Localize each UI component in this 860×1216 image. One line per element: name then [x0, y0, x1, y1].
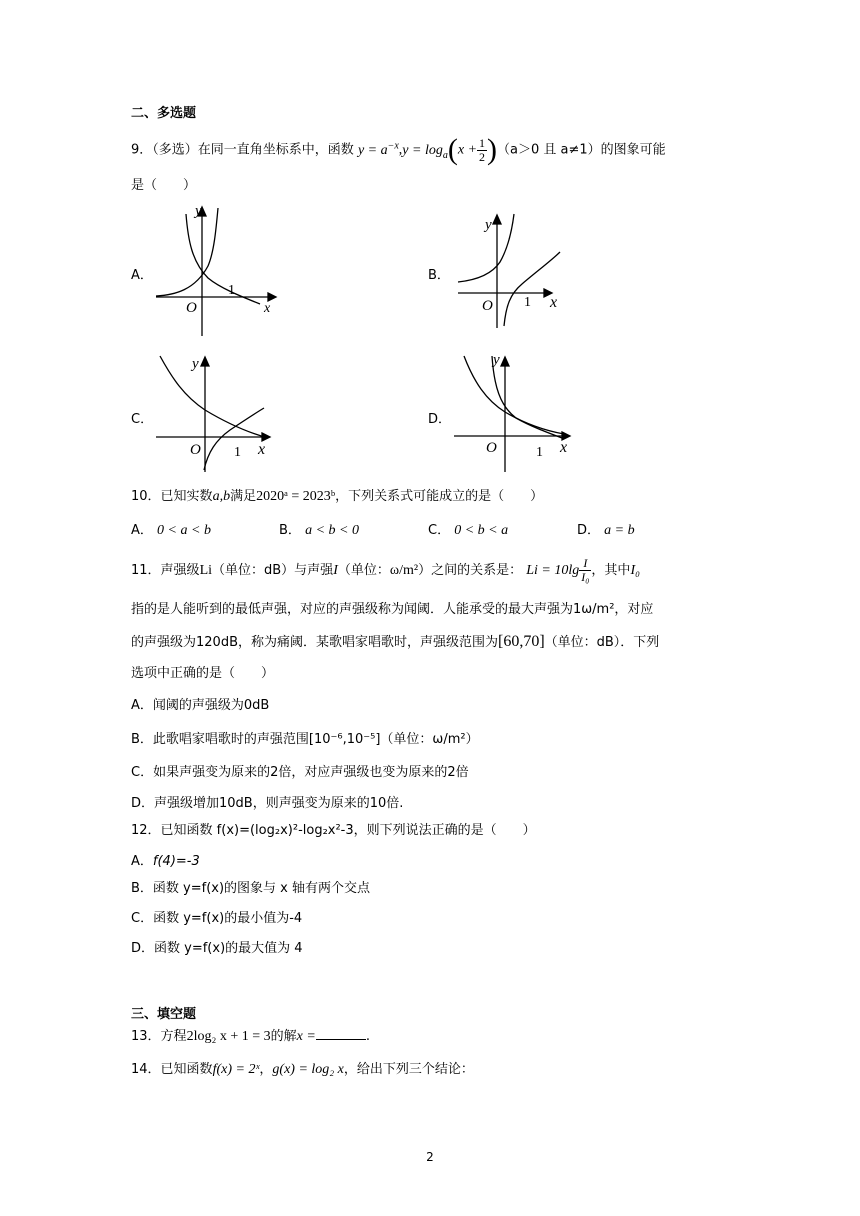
curve-logarithmic: [186, 214, 260, 304]
q9-fraction: $\frac{1}{2}$: [479, 135, 486, 164]
q9-graph-a: [150, 200, 280, 340]
q11-unit: ω/m²: [389, 563, 419, 578]
y-axis-arrow: [201, 357, 209, 366]
x-axis-label: x: [560, 439, 568, 456]
q11-option-a: A．闻阈的声强级为0dB: [131, 698, 270, 713]
q11-li: Li: [199, 563, 213, 578]
q11-i0: I₀: [630, 563, 640, 578]
q9-graph-d: [450, 348, 580, 478]
q10-prefix: 已知实数: [160, 489, 213, 504]
tick-label: 1: [228, 283, 235, 298]
q10-suffix: ，下列关系式可能成立的是（ ）: [335, 489, 544, 504]
q12-option-d: D．函数 y=f(x)的最大值为 4: [131, 941, 303, 956]
curve-exponential: [160, 356, 268, 438]
origin-label: O: [482, 298, 493, 314]
q9-sep: ,: [398, 142, 403, 158]
q14-stem: 14．已知函数f(x) = 2ˣ，g(x) = log₂ x，给出下列三个结论：: [131, 1062, 474, 1077]
q10-option-b: B． a < b < 0: [279, 523, 359, 538]
q10-mid: 满足: [230, 489, 257, 504]
y-axis-arrow: [493, 215, 501, 224]
y-axis-label: y: [195, 203, 202, 219]
q10-option-a: A． 0 < a < b: [131, 523, 211, 538]
q10-number: 10．: [131, 489, 161, 504]
q14-f: f(x) = 2ˣ: [212, 1062, 260, 1077]
q11-range: [60,70]: [497, 633, 545, 650]
q12-option-a: A．f(4)=-3: [131, 854, 200, 869]
q9-prefix: （多选）在同一直角坐标系中，函数: [152, 142, 354, 158]
q13-answer-blank: [316, 1027, 366, 1040]
q14-g: g(x) = log₂ x: [272, 1062, 344, 1077]
q13-equation: 2log₂ x + 1 = 3: [186, 1029, 271, 1044]
origin-label: O: [486, 440, 497, 456]
q11-formula: Li = 10lg: [526, 563, 580, 578]
q9-option-d-label: D．: [428, 412, 452, 427]
tick-label: 1: [536, 445, 543, 460]
q12-stem: 12．已知函数 f(x)=(log₂x)²-log₂x²-3，则下列说法正确的是（ ）: [131, 823, 536, 838]
y-axis-label: y: [485, 217, 492, 233]
q11-stem-line3: 的声强级为120dB，称为痛阈．某歌唱家唱歌时，声强级范围为[60,70]（单位：dB）．下列: [131, 633, 660, 650]
section-heading-multi-choice: 二、多选题: [131, 106, 197, 121]
q10-option-d: D． a = b: [577, 523, 635, 538]
curve-logarithmic: [504, 252, 560, 326]
tick-label: 1: [234, 445, 241, 460]
q9-left-paren: (: [447, 133, 458, 167]
x-axis-label: x: [264, 301, 271, 316]
q9-stem-line2: 是（ ）: [131, 178, 197, 193]
tick-label: 1: [524, 295, 531, 310]
q11-option-c: C．如果声强变为原来的2倍，对应声强级也变为原来的2倍: [131, 765, 469, 780]
q11-text-4: ）之间的关系是：: [418, 563, 523, 578]
origin-label: O: [186, 300, 197, 316]
q11-text-2: （单位：dB）与声强: [212, 563, 334, 578]
page-number: 2: [426, 1150, 434, 1164]
curve-logarithmic: [204, 408, 264, 470]
q9-right-paren: ): [487, 133, 498, 167]
q10-equation: 2020ᵃ = 2023ᵇ: [256, 489, 336, 504]
q9-option-c-label: C．: [131, 412, 154, 427]
q12-option-b: B．函数 y=f(x)的图象与 x 轴有两个交点: [131, 881, 371, 896]
q13-stem: 13．方程2log₂ x + 1 = 3的解x = .: [131, 1029, 370, 1044]
y-axis-arrow: [501, 357, 509, 366]
q11-option-b: B．此歌唱家唱歌时的声强范围[10⁻⁶,10⁻⁵]（单位：ω/m²）: [131, 732, 479, 747]
q9-graph-b: [452, 208, 582, 338]
q9-condition: （a＞0 且 a≠1）的图象可能: [497, 142, 666, 158]
q11-text-3: （单位：: [337, 563, 390, 578]
curve-logarithmic: [492, 356, 562, 438]
q11-stem-line1: [131, 557, 640, 584]
q10-stem: [131, 487, 543, 507]
q11-text-1: 声强级: [160, 563, 200, 578]
q12-option-c: C．函数 y=f(x)的最小值为-4: [131, 911, 303, 926]
y-axis-label: y: [493, 352, 500, 368]
q11-text-5: ，其中: [591, 563, 631, 578]
x-axis-label: x: [550, 294, 558, 311]
q9-option-a-label: A．: [131, 268, 153, 283]
q9-number: 9．: [131, 142, 153, 158]
q11-i: I: [333, 563, 338, 578]
q9-func2: $y = \log_a$: [402, 142, 448, 161]
q9-func1: $y = a^{-x}$: [357, 140, 399, 158]
origin-label: O: [190, 442, 201, 458]
q10-vars: a,b: [212, 489, 231, 504]
y-axis-label: y: [192, 356, 199, 372]
q11-stem-line4: 选项中正确的是（ ）: [131, 666, 275, 681]
q11-option-d: D．声强级增加10dB，则声强变为原来的10倍.: [131, 796, 404, 811]
curve-exponential: [464, 356, 564, 434]
section-heading-fill-blank: 三、填空题: [131, 1007, 197, 1022]
q11-stem-line2: 指的是人能听到的最低声强，对应的声强级称为闻阈．人能承受的最大声强为1ω/m²，对应: [131, 602, 654, 617]
x-axis-arrow: [268, 293, 276, 301]
q9-graph-c: [150, 348, 280, 478]
q9-stem-line1: [131, 133, 666, 167]
x-axis-label: x: [258, 441, 266, 458]
q9-arg: x +: [457, 142, 478, 158]
q11-number: 11．: [131, 563, 161, 578]
q13-var: x =: [296, 1029, 316, 1044]
q11-fraction: $\frac{I}{\text{I₀}}$: [581, 556, 590, 584]
q10-option-c: C． 0 < b < a: [428, 523, 509, 538]
q9-option-b-label: B．: [428, 268, 450, 283]
